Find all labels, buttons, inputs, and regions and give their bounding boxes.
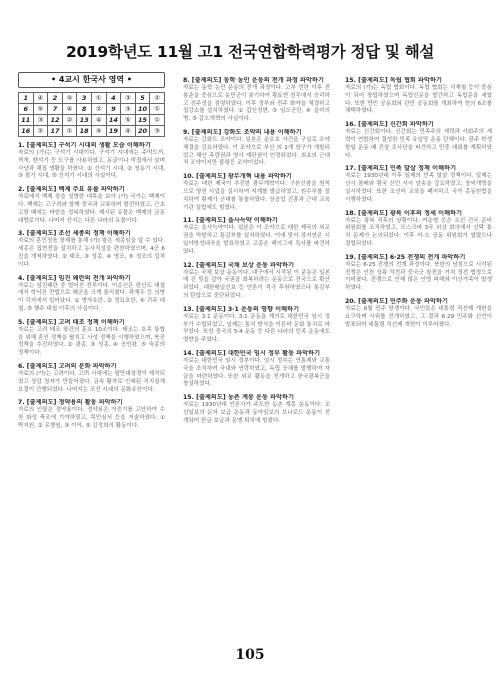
- answer-choice: ③: [121, 93, 136, 104]
- explanation-item: [183, 350, 330, 389]
- explanation-body: 자료는 을사늑약이다. 일본은 이 조약으로 대한 제국의 외교권을 박탈하고 통감부를 설치하였다. 이에 맞서 장지연은 시일야방성대곡을 발표하였고 고종은 헤이그에 특사를 파견하였다.: [183, 225, 330, 255]
- answer-choice: ②: [62, 115, 77, 126]
- explanation-item: [18, 363, 165, 394]
- explanation-item: [345, 254, 492, 293]
- explanation-body: 자료는 고려 태조 왕건의 훈요 10조이다. 태조는 호족 통합을 위해 혼인 정책을 펼치고 사성 정책을 시행하였으며, 북진 정책을 추진하였다. ② 광종, ③ 성종, ④ 공민왕, ⑤ 숙종의 정책이다.: [18, 326, 165, 357]
- explanation-heading: 4. [출제의도] 임진 왜란의 전개 파악하기: [18, 274, 131, 282]
- explanation-item: [345, 77, 492, 116]
- answer-choice: ④: [62, 104, 77, 115]
- explanation-item: [183, 217, 330, 256]
- subject-header: • 4교시 한국사 영역 •: [18, 72, 165, 88]
- explanation-item: [183, 394, 330, 425]
- explanation-item: [18, 319, 165, 358]
- answer-choice: ②: [91, 104, 106, 115]
- answer-number: 20: [135, 126, 150, 137]
- explanation-body: 자료는 강화도 조약이다. 일본은 운요호 사건을 구실로 조약 체결을 강요하였다. 이 조약으로 부산 외 2개 항구가 개항되었고 해안 측량권과 영사 재판권이 인정되었다. 최초의 근대적 조약이지만 불평등 조약이었다.: [183, 136, 330, 167]
- explanation-body: 자료는 6월 민주 항쟁이다. 국민들은 대통령 직선제 개헌을 요구하며 시위를 전개하였고, 그 결과 6·29 민주화 선언이 발표되어 대통령 직선제 개헌이 이루어졌다.: [345, 305, 492, 328]
- explanation-item: [18, 275, 165, 314]
- answer-choice: ④: [91, 115, 106, 126]
- explanation-body: 자료에서 백제 왕을 설명한 대목을 보아 (가) 국가는 백제이다. 백제는 고구려와 함께 중국과 교류하며 발전하였고, 근초고왕 때에는 마한을 정복하였다. 제시된 유물은 백제의 금동 대향로이다. 나머지 선지는 다른 나라의 유물이다.: [18, 194, 165, 224]
- explanation-body: 자료의 (가)는 구석기 시대이다. 구석기 시대에는 주먹도끼, 찍개, 뗀석기 등 도구를 사용하였고, 동굴이나 막집에서 살며 사냥과 채집 생활을 하였다. ① 신석기 시대, ② 청동기 시대, ③ 철기 시대, ⑤ 신석기 시대의 사실이다.: [18, 150, 165, 180]
- explanation-heading: 15. [출제의도] 독립 협회 파악하기: [345, 77, 442, 84]
- answer-choice: ①: [62, 126, 77, 137]
- explanation-item: [183, 306, 330, 345]
- answer-choice: ④: [33, 93, 48, 104]
- explanation-heading: 13. [출제의도] 3·1 운동의 영향 이해하기: [183, 305, 300, 313]
- explanation-body: 자료는 동학 농민 운동의 전개 과정이다. 고부 민란 이후 전봉준을 중심으로 농민군이 봉기하여 황토현 전투에서 승리하고 전주성을 점령하였다. 이후 정부와 전주 화약을 체결하고 집강소를 설치하였다. ① 갑신정변, ③ 임오군란, ④ 을미의병, ⑤ 갑오개혁의 사실이다.: [183, 85, 330, 123]
- answer-table: [18, 92, 165, 137]
- explanation-body: 자료는 대한 제국이 추진한 광무개혁이다. 구본신참을 원칙으로 양전 사업을 실시하여 지계를 발급하였고, 원수부를 설치하여 황제가 군대를 통솔하였다. 상공업 진흥과 근대 교육 기관 설립에도 힘썼다.: [183, 181, 330, 211]
- explanation-item: [18, 186, 165, 225]
- explanation-body: 자료는 6·25 전쟁의 전개 과정이다. 북한의 남침으로 시작된 전쟁은 인천 상륙 작전과 중국군 참전을 거쳐 정전 협정으로 이어졌다. 전쟁으로 인해 많은 인명 피해와 이산가족이 발생하였다.: [345, 261, 492, 292]
- explanation-heading: 20. [출제의도] 민주화 운동 파악하기: [345, 297, 448, 305]
- explanation-body: 자료는 3·1 운동이다. 3·1 운동을 계기로 대한민국 임시 정부가 수립되었고, 일제는 통치 방식을 이른바 문화 통치로 바꾸었다. 또한 중국의 5·4 운동 등 다른 나라의 민족 운동에도 영향을 주었다.: [183, 313, 330, 344]
- explanation-heading: 7. [출제의도] 정약용의 활동 파악하기: [18, 399, 123, 407]
- answer-number: 9: [106, 104, 121, 115]
- answer-number: 1: [19, 93, 34, 104]
- answer-number: 16: [19, 126, 34, 137]
- answer-choice: ①: [150, 115, 165, 126]
- explanation-heading: 8. [출제의도] 동학 농민 운동의 전개 과정 파악하기: [183, 77, 324, 84]
- answer-row: [19, 104, 165, 115]
- explanation-heading: 14. [출제의도] 대한민국 임시 정부 활동 파악하기: [183, 349, 321, 357]
- explanation-body: 자료는 국채 보상 운동이다. 대구에서 시작된 이 운동은 일본에 진 빚을 갚아 국권을 회복하려는 운동으로 전국으로 확산되었다. 대한매일신보 등 언론이 적극 후원하였으나 통감부의 탄압으로 중단되었다.: [183, 269, 330, 299]
- explanation-body: 자료는 대한민국 임시 정부이다. 임시 정부는 연통제와 교통국을 조직하여 국내와 연락하였고, 독립 공채를 발행하여 자금을 마련하였다. 또한 외교 활동을 전개하고 한국광복군을 창설하였다.: [183, 357, 330, 388]
- explanation-body: 자료의 인물은 정약용이다. 정약용은 거중기를 고안하여 수원 화성 축조에 기여하였고, 목민심서 등을 저술하였다. ① 박지원, ② 유형원, ③ 이익, ⑤ 김정희의 활동이다.: [18, 407, 165, 429]
- answer-number: 18: [77, 126, 92, 137]
- explanation-heading: 12. [출제의도] 국채 보상 운동 파악하기: [183, 261, 295, 269]
- explanation-heading: 5. [출제의도] 고려 태조 정책 이해하기: [18, 318, 125, 326]
- explanation-list-middle: [183, 77, 330, 426]
- answer-number: 7: [48, 104, 63, 115]
- explanation-item: [345, 165, 492, 204]
- answer-choice: ⑤: [33, 104, 48, 115]
- explanation-heading: 9. [출제의도] 강화도 조약의 내용 이해하기: [183, 128, 302, 136]
- answer-number: 8: [77, 104, 92, 115]
- answer-number: 13: [77, 115, 92, 126]
- answer-number: 11: [19, 115, 34, 126]
- explanation-heading: 3. [출제의도] 조선 세종의 정책 이해하기: [18, 230, 131, 238]
- explanation-item: [345, 298, 492, 329]
- column-right: [345, 72, 492, 329]
- answer-row: [19, 115, 165, 126]
- explanation-body: 자료는 1930년대 언론사가 주도한 농촌 계몽 운동이다. 조선일보의 문자 보급 운동과 동아일보의 브나로드 운동이 전개되어 한글 보급과 문맹 퇴치에 힘썼다.: [183, 402, 330, 424]
- answer-number: 17: [48, 126, 63, 137]
- explanation-item: [18, 142, 165, 181]
- answer-choice: ②: [150, 93, 165, 104]
- explanation-body: 자료는 광복 직후의 상황이다. 여운형 등은 조선 건국 준비 위원회를 조직하였고, 모스크바 3국 외상 회의에서 신탁 통치 문제가 논의되었다. 이후 미·소 공동 위원회가 열렸으나 결렬되었다.: [345, 217, 492, 247]
- answer-choice: ①: [150, 104, 165, 115]
- column-left: [18, 72, 165, 431]
- answer-choice: ⑤: [121, 115, 136, 126]
- answer-number: 14: [106, 115, 121, 126]
- explanation-heading: 11. [출제의도] 을사늑약 이해하기: [183, 217, 278, 225]
- explanation-item: [183, 77, 330, 124]
- answer-number: 5: [135, 93, 150, 104]
- explanation-heading: 15. [출제의도] 농촌 계몽 운동 파악하기: [183, 394, 295, 402]
- page-number: 105: [235, 647, 265, 663]
- answer-row: [19, 93, 165, 104]
- explanation-heading: 10. [출제의도] 광무개혁 내용 파악하기: [183, 173, 292, 181]
- explanation-item: [183, 129, 330, 168]
- answer-choice: ⑤: [91, 126, 106, 137]
- explanation-heading: 18. [출제의도] 광복 이후의 정세 이해하기: [345, 209, 463, 217]
- explanation-heading: 17. [출제의도] 민족 말살 정책 이해하기: [345, 165, 457, 173]
- explanation-item: [345, 121, 492, 160]
- explanation-list-right: [345, 77, 492, 329]
- answer-number: 3: [77, 93, 92, 104]
- answer-number: 6: [19, 104, 34, 115]
- answer-choice: ④: [121, 126, 136, 137]
- answer-number: 15: [135, 115, 150, 126]
- explanation-heading: 19. [출제의도] 6·25 전쟁의 전개 파악하기: [345, 253, 466, 261]
- column-middle: [183, 72, 330, 426]
- explanation-item: [183, 262, 330, 301]
- explanation-heading: 2. [출제의도] 백제 주요 유물 파악하기: [18, 186, 125, 194]
- explanation-item: [18, 399, 165, 430]
- answer-choice: ③: [121, 104, 136, 115]
- explanation-body: 자료는 임진왜란 중 벌어진 전투이다. 이순신은 한산도 대첩에서 학익진 전법으로 왜군을 크게 물리쳤다. 곽재우 등 의병이 각지에서 일어났다. ① 병자호란, ② 정묘호란, ④ 귀주 대첩, ⑤ 행주 대첩 이후의 사실이다.: [18, 282, 165, 312]
- explanation-body: 자료의 훈민정음 창제를 통해 (가) 왕은 세종임을 알 수 있다. 세종은 집현전을 설치하고 농사직설을 편찬하였으며, 4군 6진을 개척하였다. ② 태조, ③ 성종, ④ 영조, ⑤ 정조의 업적이다.: [18, 238, 165, 268]
- explanation-list-left: [18, 142, 165, 431]
- answer-number: 10: [135, 104, 150, 115]
- answer-number: 12: [48, 115, 63, 126]
- explanation-item: [183, 173, 330, 212]
- page-title: 2019학년도 11월 고1 전국연합학력평가 정답 및 해설: [65, 43, 435, 61]
- explanation-body: 자료의 (가)는 고려이다. 고려 시대에는 팔만대장경이 제작되었고 상감 청자가 만들어졌다. 금속 활자로 인쇄된 직지심체요절이 간행되었다. 나머지는 조선 시대의 문화유산이다.: [18, 370, 165, 393]
- explanation-body: 자료의 (가)는 독립 협회이다. 독립 협회는 서재필 등이 중심이 되어 창립하였으며 독립신문을 발간하고 독립문을 세웠다. 또한 만민 공동회와 관민 공동회를 개최하여 헌의 6조를 채택하였다.: [345, 85, 492, 115]
- explanation-body: 자료는 신간회이다. 신간회는 민족주의 세력과 사회주의 세력이 연합하여 결성한 민족 유일당 운동 단체이다. 광주 학생 항일 운동 때 진상 조사단을 파견하고 민중 대회를 계획하였다.: [345, 129, 492, 159]
- explanation-item: [345, 210, 492, 249]
- answer-choice: ③: [150, 126, 165, 137]
- answer-row: [19, 126, 165, 137]
- answer-choice: ⑤: [62, 93, 77, 104]
- explanation-heading: 6. [출제의도] 고려의 문화 파악하기: [18, 362, 117, 370]
- answer-choice: ③: [33, 115, 48, 126]
- explanation-heading: 16. [출제의도] 신간회 파악하기: [345, 121, 434, 129]
- answer-number: 19: [106, 126, 121, 137]
- answer-number: 4: [106, 93, 121, 104]
- answer-choice: ①: [91, 93, 106, 104]
- explanation-heading: 1. [출제의도] 구석기 시대의 생활 모습 이해하기: [18, 142, 151, 149]
- explanation-item: [18, 230, 165, 269]
- answer-number: 2: [48, 93, 63, 104]
- explanation-body: 자료는 1930년대 이후 일제의 민족 말살 정책이다. 일제는 신사 참배와 황국 신민 서사 암송을 강요하였고, 창씨개명을 실시하였다. 또한 조선어 교육을 폐지하고 국가 총동원법을 시행하였다.: [345, 173, 492, 203]
- answer-choice: ②: [33, 126, 48, 137]
